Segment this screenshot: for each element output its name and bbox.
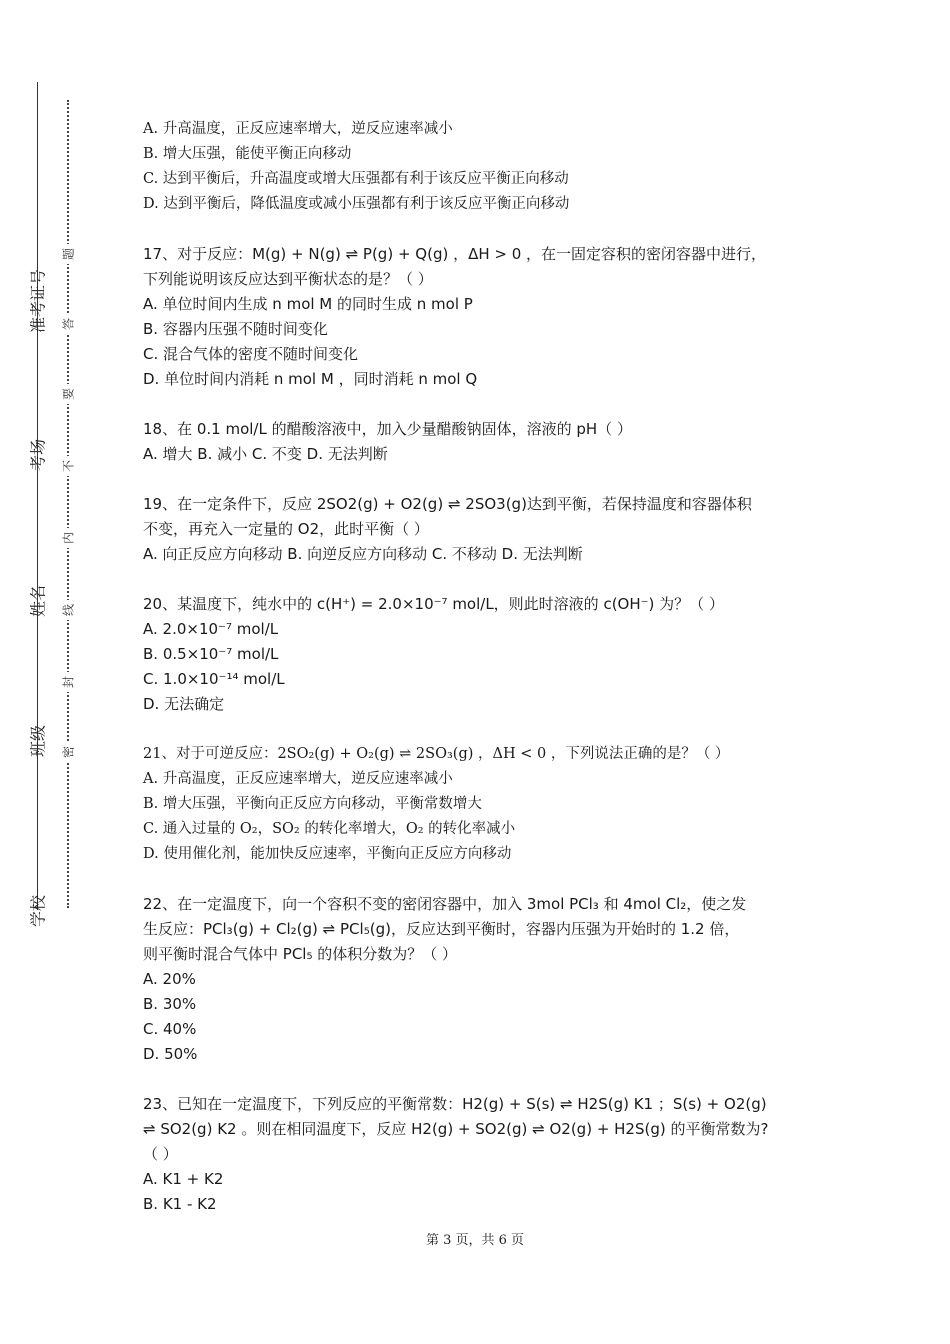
binding-dotted-line <box>67 100 69 908</box>
seal-char-yao: 要 <box>58 384 78 404</box>
question-stem: 21、对于可逆反应：2SO₂(g) + O₂(g) ⇌ 2SO₃(g) ，ΔH < 0 ，下列说法正确的是？（ ） <box>143 746 730 762</box>
question-stem: 23、已知在一定温度下，下列反应的平衡常数：H2(g) + S(s) ⇌ H2S(g) K1 ；S(s) + O2(g) <box>143 1095 767 1113</box>
label-name: 姓名 <box>28 584 48 618</box>
question-content <box>143 117 823 1217</box>
option-a: A. 单位时间内生成 n mol M 的同时生成 n mol P <box>143 295 473 313</box>
question-options: A. 向正反应方向移动 B. 向逆反应方向移动 C. 不移动 D. 无法判断 <box>143 545 583 563</box>
label-exam-number: 准考证号 <box>28 268 48 334</box>
option-c: C. 通入过量的 O₂，SO₂ 的转化率增大，O₂ 的转化率减小 <box>143 821 516 837</box>
question-stem: （ ） <box>143 1145 178 1163</box>
question-stem: 17、对于反应：M(g) + N(g) ⇌ P(g) + Q(g) ，ΔH > 0 ，在一固定容积的密闭容器中进行， <box>143 245 767 263</box>
option-c: C. 40% <box>143 1020 197 1038</box>
seal-char-ti: 题 <box>58 244 78 264</box>
seal-char-xian: 线 <box>58 600 78 620</box>
option-c: C. 1.0×10⁻¹⁴ mol/L <box>143 670 285 688</box>
question-options: A. 增大 B. 减小 C. 不变 D. 无法判断 <box>143 445 388 463</box>
option-d: D. 达到平衡后，降低温度或减小压强都有利于该反应平衡正向移动 <box>143 196 570 212</box>
label-exam-room: 考场 <box>28 438 48 472</box>
question-stem: 19、在一定条件下，反应 2SO2(g) + O2(g) ⇌ 2SO3(g)达到平衡，若保持温度和容器体积 <box>143 495 752 513</box>
seal-char-bu: 不 <box>58 456 78 476</box>
question-stem: 18、在 0.1 mol/L 的醋酸溶液中，加入少量醋酸钠固体，溶液的 pH（ ） <box>143 420 632 438</box>
seal-char-mi: 密 <box>58 742 78 762</box>
question-stem: ⇌ SO2(g) K2 。则在相同温度下，反应 H2(g) + SO2(g) ⇌ O2(g) + H2S(g) 的平衡常数为? <box>143 1120 769 1138</box>
binding-solid-line <box>37 82 38 910</box>
option-b: B. K1 - K2 <box>143 1195 217 1213</box>
question-stem: 20、某温度下，纯水中的 c(H⁺) = 2.0×10⁻⁷ mol/L，则此时溶液的 c(OH⁻) 为？（ ） <box>143 595 724 613</box>
question-18 <box>143 417 823 467</box>
question-20 <box>143 592 823 717</box>
option-c: C. 达到平衡后，升高温度或增大压强都有利于该反应平衡正向移动 <box>143 171 569 187</box>
question-stem: 不变，再充入一定量的 O2，此时平衡（ ） <box>143 520 429 538</box>
question-stem: 下列能说明该反应达到平衡状态的是？（ ） <box>143 270 433 288</box>
label-school: 学校 <box>28 894 48 928</box>
option-b: B. 30% <box>143 995 197 1013</box>
question-stem: 则平衡时混合气体中 PCl₅ 的体积分数为？（ ） <box>143 945 458 963</box>
question-23 <box>143 1092 823 1217</box>
question-stem: 生反应：PCl₃(g) + Cl₂(g) ⇌ PCl₅(g)，反应达到平衡时，容器内压强为开始时的 1.2 倍， <box>143 920 740 938</box>
page-number: 第 3 页，共 6 页 <box>425 1233 525 1248</box>
option-b: B. 0.5×10⁻⁷ mol/L <box>143 645 279 663</box>
seal-char-feng: 封 <box>58 672 78 692</box>
option-b: B. 增大压强，平衡向正反应方向移动，平衡常数增大 <box>143 796 482 812</box>
option-a: A. 升高温度，正反应速率增大，逆反应速率减小 <box>143 121 453 137</box>
seal-char-nei: 内 <box>58 528 78 548</box>
label-class: 班级 <box>28 724 48 758</box>
option-a: A. 2.0×10⁻⁷ mol/L <box>143 620 279 638</box>
option-d: D. 50% <box>143 1045 198 1063</box>
option-b: B. 容器内压强不随时间变化 <box>143 320 328 338</box>
option-d: D. 单位时间内消耗 n mol M ，同时消耗 n mol Q <box>143 370 478 388</box>
option-b: B. 增大压强，能使平衡正向移动 <box>143 146 352 162</box>
question-stem: 22、在一定温度下，向一个容积不变的密闭容器中，加入 3mol PCl₃ 和 4mol Cl₂，使之发 <box>143 895 747 913</box>
question-22 <box>143 892 823 1067</box>
question-21 <box>143 742 823 867</box>
question-19 <box>143 492 823 567</box>
option-a: A. 20% <box>143 970 196 988</box>
option-d: D. 使用催化剂，能加快反应速率，平衡向正反应方向移动 <box>143 846 512 862</box>
question-17 <box>143 242 823 392</box>
option-c: C. 混合气体的密度不随时间变化 <box>143 345 359 363</box>
seal-char-da: 答 <box>58 314 78 334</box>
option-d: D. 无法确定 <box>143 695 225 713</box>
question-16-options <box>143 117 823 217</box>
option-a: A. 升高温度，正反应速率增大，逆反应速率减小 <box>143 771 453 787</box>
option-a: A. K1 + K2 <box>143 1170 224 1188</box>
